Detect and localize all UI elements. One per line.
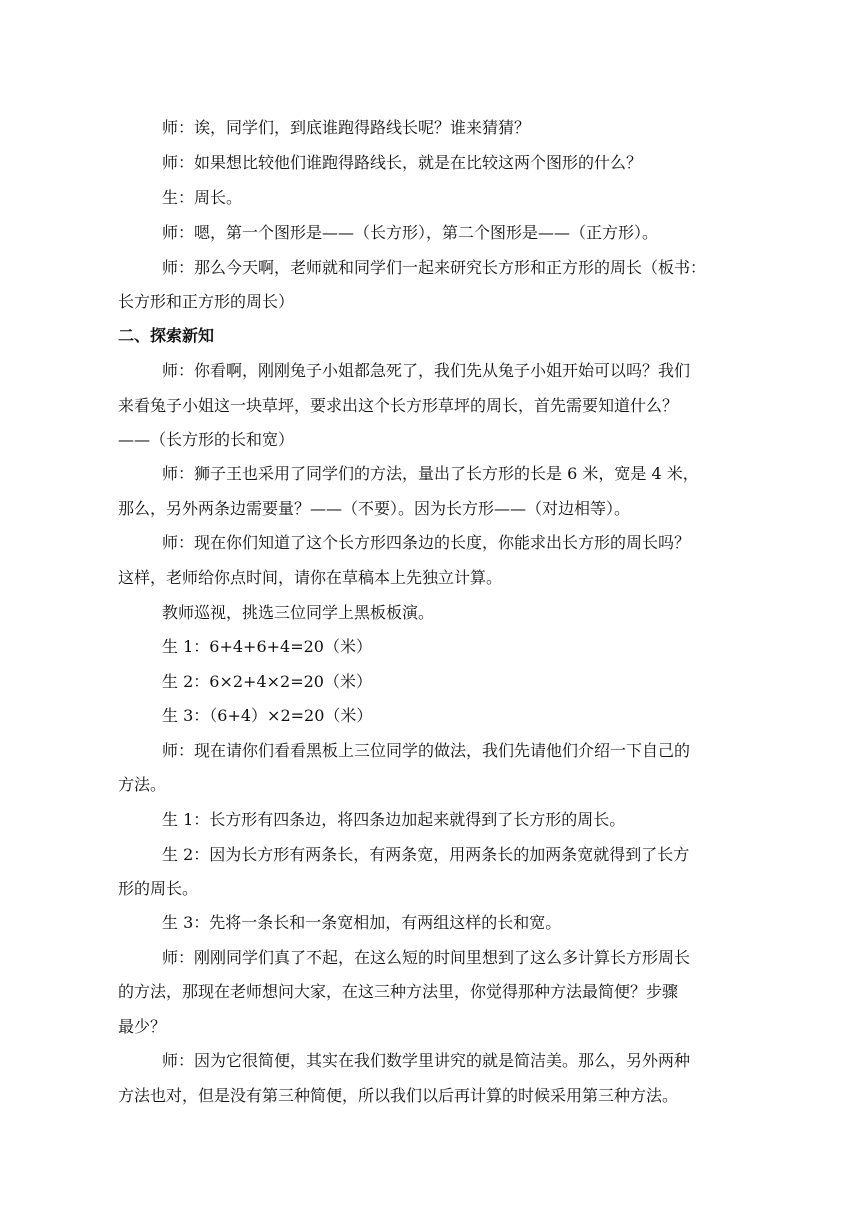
dialogue-line: 师：如果想比较他们谁跑得路线长，就是在比较这两个图形的什么？	[162, 153, 643, 172]
dialogue-line-continuation: 形的周长。	[118, 879, 199, 898]
dialogue-line: 师：狮子王也采用了同学们的方法，量出了长方形的长是 6 米，宽是 4 米，	[162, 464, 699, 483]
dialogue-line: 师：嗯，第一个图形是——（长方形），第二个图形是——（正方形）。	[162, 223, 659, 242]
section-heading: 二、探索新知	[118, 326, 215, 345]
dialogue-line-continuation: 长方形和正方形的周长）	[118, 292, 295, 311]
student-answer: 生 2：6×2+4×2=20（米）	[162, 672, 372, 691]
dialogue-line: 生 2：因为长方形有两条长，有两条宽，用两条长的加两条宽就得到了长方	[162, 845, 690, 864]
narration-line: 教师巡视，挑选三位同学上黑板板演。	[162, 603, 435, 622]
dialogue-line-continuation: 方法也对，但是没有第三种简便，所以我们以后再计算的时候采用第三种方法。	[118, 1086, 679, 1105]
dialogue-line-continuation: 的方法，那现在老师想问大家，在这三种方法里，你觉得那种方法最简便？步骤	[118, 982, 679, 1001]
dialogue-line: 生 3：先将一条长和一条宽相加，有两组这样的长和宽。	[162, 913, 562, 932]
dialogue-line: 师：那么今天啊，老师就和同学们一起来研究长方形和正方形的周长（板书：	[162, 258, 707, 277]
student-answer: 生 1：6+4+6+4=20（米）	[162, 637, 372, 656]
dialogue-line: 生 1：长方形有四条边，将四条边加起来就得到了长方形的周长。	[162, 810, 626, 829]
dialogue-line: 师：刚刚同学们真了不起，在这么短的时间里想到了这么多计算长方形周长	[162, 948, 691, 967]
student-answer: 生 3：（6+4）×2=20（米）	[162, 706, 373, 725]
dialogue-line-continuation: 这样，老师给你点时间，请你在草稿本上先独立计算。	[118, 568, 503, 587]
dialogue-line: 师：你看啊，刚刚兔子小姐都急死了，我们先从兔子小姐开始可以吗？我们	[162, 361, 691, 380]
dialogue-line: 生：周长。	[162, 188, 243, 207]
dialogue-line: 师：因为它很简便，其实在我们数学里讲究的就是简洁美。那么，另外两种	[162, 1051, 691, 1070]
dialogue-line: 师：现在你们知道了这个长方形四条边的长度，你能求出长方形的周长吗？	[162, 533, 691, 552]
dialogue-line: 师：现在请你们看看黑板上三位同学的做法，我们先请他们介绍一下自己的	[162, 741, 691, 760]
dialogue-line: 师：诶，同学们，到底谁跑得路线长呢？谁来猜猜？	[162, 118, 531, 137]
dialogue-line-continuation: ——（长方形的长和宽）	[118, 430, 295, 449]
dialogue-line-continuation: 方法。	[118, 775, 167, 794]
dialogue-line-continuation: 最少？	[118, 1017, 167, 1036]
dialogue-line-continuation: 那么，另外两条边需要量？——（不要）。因为长方形——（对边相等）。	[118, 499, 631, 518]
dialogue-line-continuation: 来看兔子小姐这一块草坪，要求出这个长方形草坪的周长，首先需要知道什么？	[118, 396, 679, 415]
